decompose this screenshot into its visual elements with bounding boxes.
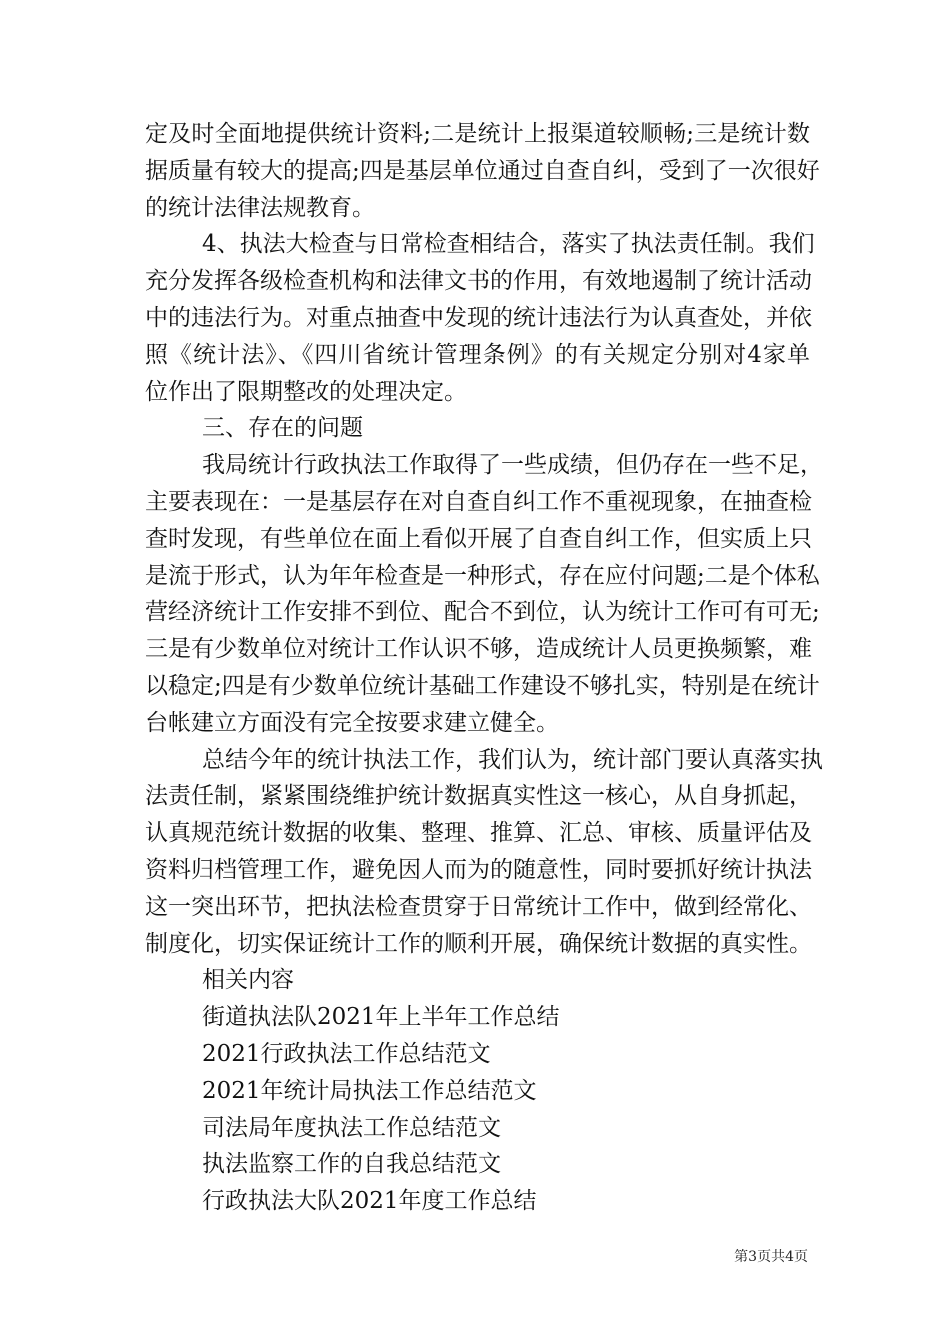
text-line: 我局统计行政执法工作取得了一些成绩，但仍存在一些不足， <box>202 452 823 479</box>
document-body <box>145 116 823 1220</box>
text-line: 法责任制，紧紧围绕维护统计数据真实性这一核心，从自身抓起， <box>145 783 812 810</box>
text-line: 定及时全面地提供统计资料;二是统计上报渠道较顺畅;三是统计数 <box>145 121 810 147</box>
related-link[interactable]: 司法局年度执法工作总结范文 <box>202 1114 501 1141</box>
text-line: 充分发挥各级检查机构和法律文书的作用，有效地遏制了统计活动 <box>145 268 812 295</box>
paragraph <box>145 116 820 226</box>
text-line: 台帐建立方面没有完全按要求建立健全。 <box>145 709 559 736</box>
related-title: 相关内容 <box>202 967 294 994</box>
paragraph <box>145 447 823 741</box>
paragraph <box>145 226 815 410</box>
text-line: 总结今年的统计执法工作，我们认为，统计部门要认真落实执 <box>202 746 823 773</box>
heading-text: 三、存在的问题 <box>202 415 363 442</box>
text-line: 这一突出环节，把执法检查贯穿于日常统计工作中，做到经常化、 <box>145 893 812 920</box>
text-line: 主要表现在：一是基层存在对自查自纠工作不重视现象，在抽查检 <box>145 488 812 515</box>
text-line: 制度化，切实保证统计工作的顺利开展，确保统计数据的真实性。 <box>145 930 812 957</box>
text-line: 查时发现，有些单位在面上看似开展了自查自纠工作，但实质上只 <box>145 525 812 552</box>
text-line: 据质量有较大的提高;四是基层单位通过自查自纠，受到了一次很好 <box>145 157 820 184</box>
text-line: 照《统计法》、《四川省统计管理条例》的有关规定分别对4家单 <box>145 341 810 368</box>
related-link[interactable]: 2021年统计局执法工作总结范文 <box>202 1077 537 1104</box>
related-content <box>145 962 810 1220</box>
related-link[interactable]: 街道执法队2021年上半年工作总结 <box>202 1004 560 1031</box>
text-line: 三是有少数单位对统计工作认识不够，造成统计人员更换频繁，难 <box>145 636 812 663</box>
paragraph <box>145 742 823 963</box>
text-line: 位作出了限期整改的处理决定。 <box>145 378 467 405</box>
text-line: 4、执法大检查与日常检查相结合，落实了执法责任制。我们 <box>202 231 815 258</box>
section-heading <box>145 410 810 447</box>
page-number: 第3页共4页 <box>734 1249 808 1265</box>
related-link[interactable]: 行政执法大队2021年度工作总结 <box>202 1188 537 1215</box>
text-line: 以稳定;四是有少数单位统计基础工作建设不够扎实，特别是在统计 <box>145 672 820 699</box>
text-line: 营经济统计工作安排不到位、配合不到位，认为统计工作可有可无; <box>145 599 820 626</box>
text-line: 中的违法行为。对重点抽查中发现的统计违法行为认真查处，并依 <box>145 304 812 331</box>
related-link[interactable]: 2021行政执法工作总结范文 <box>202 1040 491 1067</box>
text-line: 的统计法律法规教育。 <box>145 194 375 221</box>
text-line: 资料归档管理工作，避免因人而为的随意性，同时要抓好统计执法 <box>145 856 812 883</box>
related-link[interactable]: 执法监察工作的自我总结范文 <box>202 1151 501 1178</box>
text-line: 是流于形式，认为年年检查是一种形式，存在应付问题;二是个体私 <box>145 562 820 589</box>
text-line: 认真规范统计数据的收集、整理、推算、汇总、审核、质量评估及 <box>145 820 812 847</box>
